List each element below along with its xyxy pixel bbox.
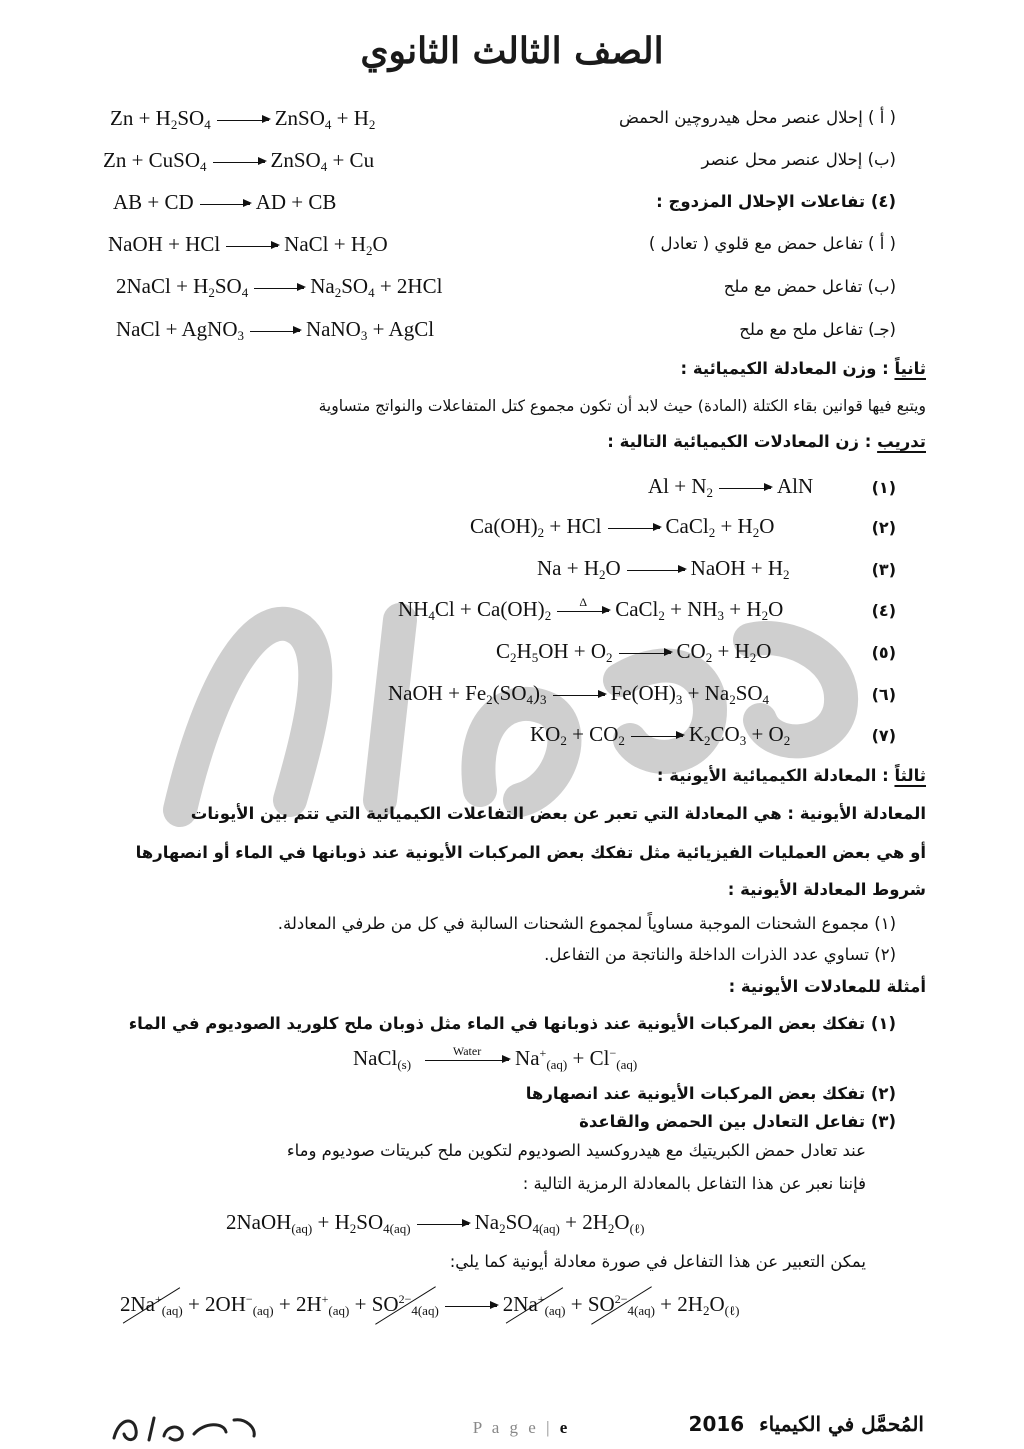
paragraph: عند تعادل حمض الكبريتيك مع هيدروكسيد الصوديوم لتكوين ملح كبريتات صوديوم وماء: [286, 1141, 866, 1160]
drill-equation-6: NaOH + $Fe_2(SO_4)_3$ $Fe(OH)_3 + Na_2SO_4$: [388, 681, 770, 707]
equation-r1: $Zn + H_2SO_4$ ZnSO$_4$ + $H_2$: [110, 106, 376, 132]
cancelled-term: $SO^{2-}_{4(aq)}$: [587, 1292, 655, 1318]
section-heading: أمثلة للمعادلات الأيونية :: [728, 977, 926, 996]
item-number: (٢): [871, 518, 896, 537]
reaction-label: (ب) تفاعل حمض مع ملح: [723, 277, 896, 296]
equation-r6: NaCl + AgNO$_3$ NaNO$_3$ + AgCl: [116, 317, 435, 343]
item-number: (٧): [871, 726, 896, 745]
page-indicator: P a g e | e: [472, 1418, 568, 1437]
equation-r3: AB + CD AD + CB: [113, 190, 337, 214]
paragraph: يمكن التعبير عن هذا التفاعل في صورة معادلة أيونية كما يلي:: [449, 1252, 866, 1271]
section-heading: تدريب : زن المعادلات الكيميائية التالية :: [607, 432, 926, 451]
cancelled-term: $2Na^+_{(aq)}$: [502, 1292, 566, 1318]
item-number: (٥): [871, 643, 896, 662]
section-heading: (٤) تفاعلات الإحلال المزدوج :: [656, 192, 896, 211]
book-title: المُحمَّل في الكيمياء 2016: [688, 1412, 924, 1436]
drill-equation-7: $KO_2 + CO_2$ $K_2CO_3 + O_2$: [530, 722, 791, 748]
item-number: (٦): [871, 685, 896, 704]
reaction-label: (جـ) تفاعل ملح مع ملح: [739, 320, 896, 339]
condition-item: (١) مجموع الشحنات الموجبة مساوياً لمجموع الشحنات السالبة في كل من طرفي المعادلة.: [277, 914, 896, 933]
reaction-label: ( أ ) تفاعل حمض مع قلوي ( تعادل ): [648, 234, 896, 253]
example-item: (١) تفكك بعض المركبات الأيونية عند ذوبانها في الماء مثل ذوبان ملح كلوريد الصوديوم في الماء: [128, 1014, 896, 1033]
ionic-equation-nacl: NaCl$_{(s)}$ Water $Na^+_{(aq)} + Cl^-_{(aq)}$: [353, 1043, 638, 1072]
section-heading: ثانياً : وزن المعادلة الكيميائية :: [680, 359, 926, 378]
equation-r5: 2NaCl + $H_2SO_4$ $Na_2SO_4 + 2HCl$: [116, 274, 443, 300]
molecular-equation: 2NaOH$_{(aq)}$ + $H_2SO_{4(aq)}$ $Na_2SO_{4(aq)} + 2H_2O_{(\ell)}$: [226, 1210, 645, 1236]
drill-equation-4: $NH_4Cl + Ca(OH)_2$ Δ CaCl$_2$ + $NH_3 + H_2O$: [398, 594, 784, 623]
definition-line: المعادلة الأيونية : هي المعادلة التي تعبر عن بعض التفاعلات الكيميائية التي تتم بين الأيونات: [190, 804, 926, 823]
paragraph: فإننا نعبر عن هذا التفاعل بالمعادلة الرمزية التالية :: [522, 1174, 866, 1193]
author-signature: [104, 1408, 264, 1448]
cancelled-term: $2Na^+_{(aq)}$: [120, 1292, 183, 1318]
condition-item: (٢) تساوي عدد الذرات الداخلة والناتجة من التفاعل.: [544, 945, 896, 964]
section-heading: شروط المعادلة الأيونية :: [727, 880, 926, 899]
drill-equation-5: $C_2H_5OH + O_2$ $CO_2 + H_2O$: [496, 639, 772, 665]
example-item: (٢) تفكك بعض المركبات الأيونية عند انصهارها: [525, 1084, 896, 1103]
item-number: (٤): [871, 601, 896, 620]
definition-line: أو هي بعض العمليات الفيزيائية مثل تفكك بعض المركبات الأيونية عند ذوبانها في الماء أو انصهارها: [135, 843, 926, 862]
drill-equation-3: $Na + H_2O$ NaOH + $H_2$: [537, 556, 790, 582]
drill-equation-1: $Al + N_2$ AlN: [648, 474, 814, 500]
cancelled-term: $SO^{2-}_{4(aq)}$: [371, 1292, 439, 1318]
item-number: (١): [871, 478, 896, 497]
paragraph: ويتبع فيها قوانين بقاء الكتلة (المادة) حيث لابد أن تكون مجموع كتل المتفاعلات والنواتج متساوية: [318, 397, 926, 415]
equation-r2: Zn + CuSO$_4$ ZnSO$_4$ + Cu: [103, 148, 375, 174]
section-heading: ثالثاً : المعادلة الكيميائية الأيونية :: [656, 766, 926, 785]
page-title: الصف الثالث الثانوي: [360, 30, 664, 72]
drill-equation-2: $Ca(OH)_2$ + HCl CaCl$_2$ + $H_2O$: [470, 514, 775, 540]
reaction-label: (ب) إحلال عنصر محل عنصر: [701, 150, 896, 169]
reaction-label: ( أ ) إحلال عنصر محل هيدروچين الحمض: [618, 108, 896, 127]
equation-r4: NaOH + HCl NaCl + $H_2O$: [108, 232, 388, 258]
full-ionic-equation: $2Na^+_{(aq)} + 2OH^-_{(aq)} + 2H^+_{(aq)} + SO^{2-}_{4(aq)}$ $2Na^+_{(aq)} + SO^{2-}_{4(aq)} + 2H_2O_{(\ell)}$: [120, 1292, 740, 1318]
example-item: (٣) تفاعل التعادل بين الحمض والقاعدة: [579, 1112, 896, 1131]
item-number: (٣): [871, 560, 896, 579]
